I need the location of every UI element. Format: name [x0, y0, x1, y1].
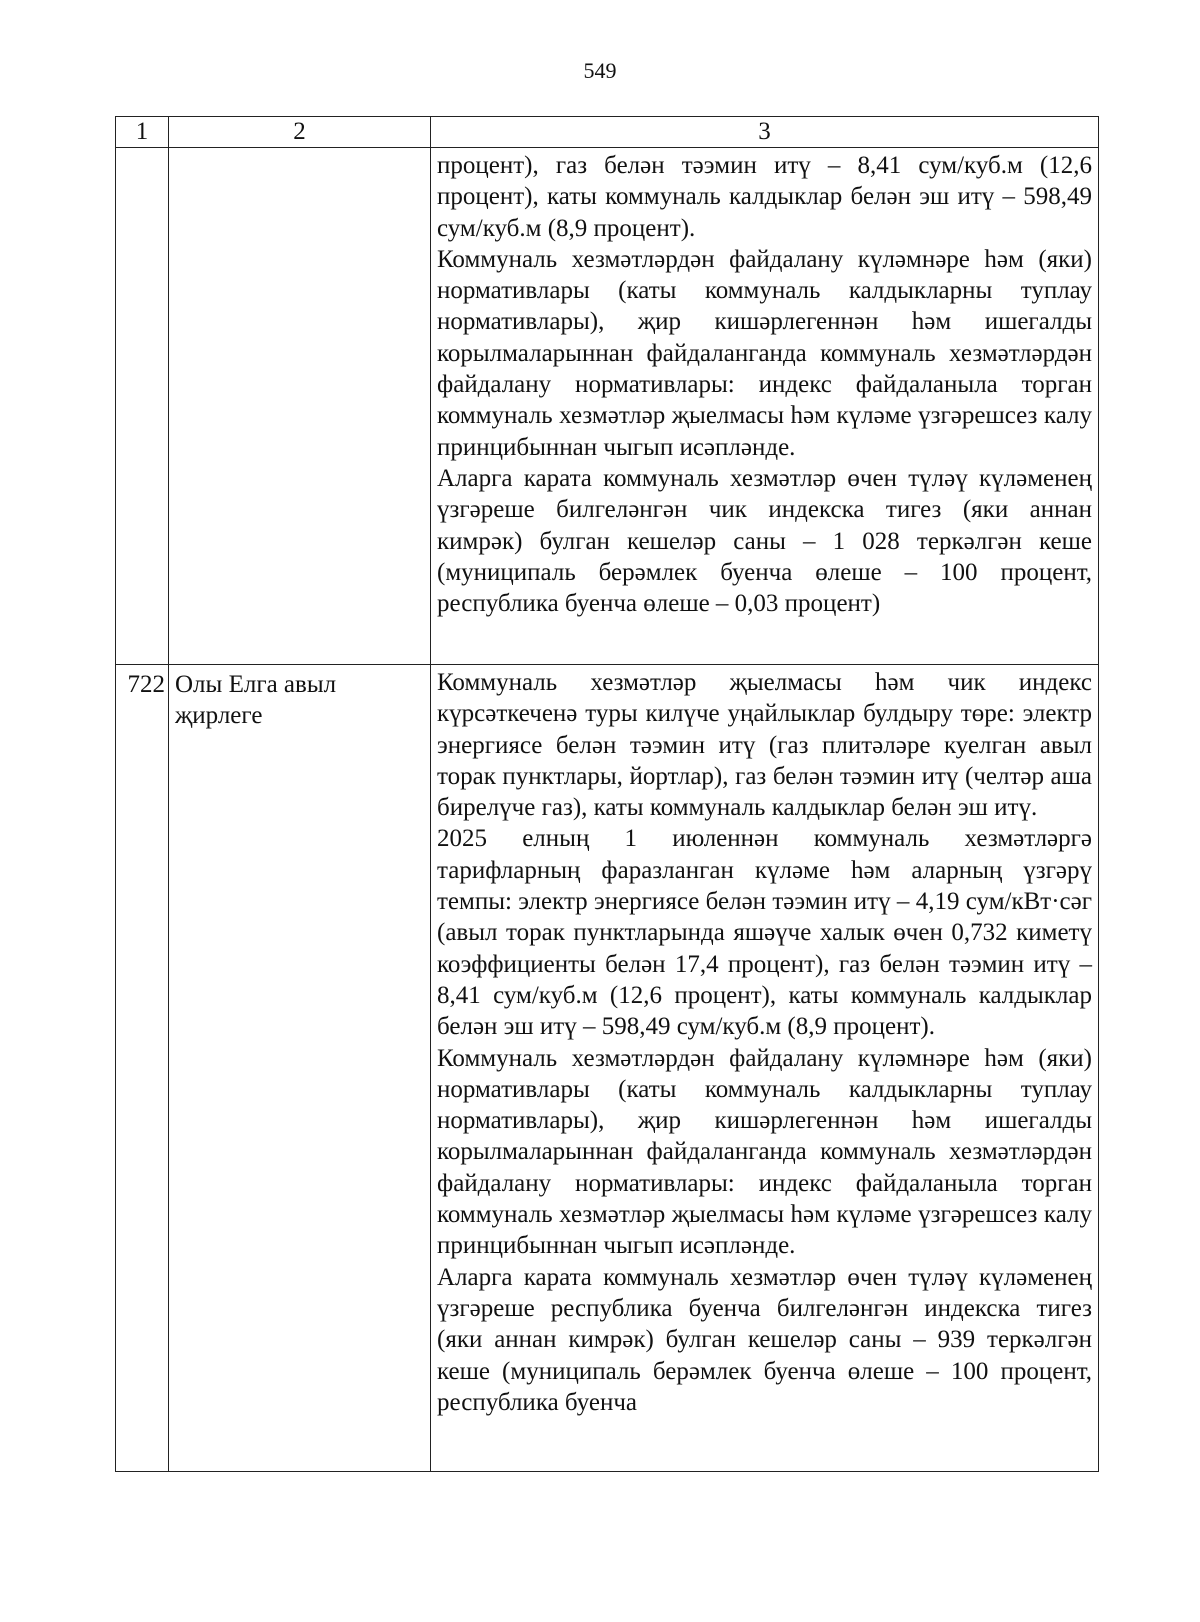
paragraph: Коммуналь хезмәтләрдән файдалану күләмнәре һәм (яки) нормативлары (каты коммуналь калдыкларны туплау нормативлары), җир кишәрлегеннән һәм ишегалды корылмаларыннан файдаланганда коммуналь хезмәтләрдән файдалану нормативлары: индекс файдаланыла торган коммуналь хезмәтләр җыелмасы һәм күләме үзгәрешсез калу принцибыннан чыгып исәпләнде. — [437, 1044, 1092, 1260]
paragraph: процент), газ белән тәэмин итү – 8,41 сум/куб.м (12,6 процент), каты коммуналь калдыклар белән эш итү – 598,49 сум/куб.м (8,9 процент). — [437, 152, 1092, 242]
description-cell — [431, 665, 1099, 1472]
column-header-3: 3 — [431, 117, 1099, 148]
paragraph: Аларга карата коммуналь хезмәтләр өчен түләү күләменең үзгәреше билгеләнгән чик индекска тигез (яки аннан кимрәк) булган кешеләр саны – 1 028 теркәлгән кеше (муниципаль берәмлек буенча өлеше – 100 процент, республика буенча өлеше – 0,03 процент) — [437, 464, 1092, 618]
paragraph: Аларга карата коммуналь хезмәтләр өчен түләү күләменең үзгәреше республика буенча билгеләнгән индекска тигез (яки аннан кимрәк) булган кешеләр саны – 939 теркәлгән кеше (муниципаль берәмлек буенча өлеше – 100 процент, республика буенча — [437, 1263, 1092, 1416]
column-header-2: 2 — [169, 117, 431, 148]
paragraph: 2025 елның 1 июленнән коммуналь хезмәтләргә тарифларның фаразланган күләме һәм аларның үзгәрү темпы: электр энергиясе белән тәэмин итү – 4,19 сум/кВт·сәг (авыл торак пунктларында яшәүче халык өчен 0,732 киметү коэффициенты белән 17,4 процент), газ белән тәэмин итү – 8,41 сум/куб.м (12,6 процент), каты коммуналь калдыклар белән эш итү – 598,49 сум/куб.м (8,9 процент). — [437, 825, 1092, 1041]
page-number: 549 — [583, 58, 617, 83]
description-cell — [431, 148, 1099, 665]
table-header-row — [116, 117, 1099, 148]
settlement-name-cell: Олы Елга авыл җирлеге — [169, 665, 431, 1472]
row-number-cell: 722 — [116, 665, 169, 1472]
row-number-cell — [116, 148, 169, 665]
paragraph: Коммуналь хезмәтләр җыелмасы һәм чик индекс күрсәткеченә туры килүче уңайлыклар булдыру төре: электр энергиясе белән тәэмин итү (газ плитәләре куелган авыл торак пунктлары, йортлар), газ белән тәэмин итү (челтәр аша бирелүче газ), каты коммуналь калдыклар белән эш итү. — [437, 669, 1092, 822]
column-header-1: 1 — [116, 117, 169, 148]
table-row — [116, 148, 1099, 665]
paragraph: Коммуналь хезмәтләрдән файдалану күләмнәре һәм (яки) нормативлары (каты коммуналь калдыкларны туплау нормативлары), җир кишәрлегеннән һәм ишегалды корылмаларыннан файдаланганда коммуналь хезмәтләрдән файдалану нормативлары: индекс файдаланыла торган коммуналь хезмәтләр җыелмасы һәм күләме үзгәрешсез калу принцибыннан чыгып исәпләнде. — [437, 245, 1092, 461]
document-table — [115, 116, 1099, 1472]
settlement-name-cell — [169, 148, 431, 665]
table-row — [116, 665, 1099, 1472]
